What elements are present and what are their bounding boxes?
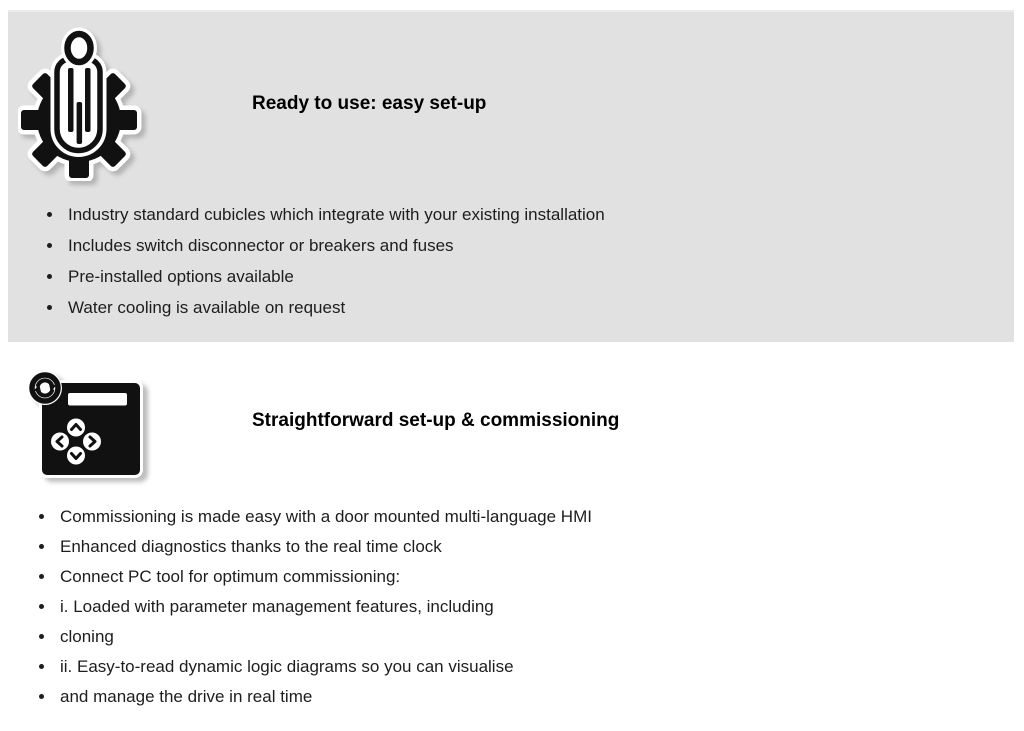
- sub-item-line: cloning: [38, 622, 592, 652]
- bullet-item: Enhanced diagnostics thanks to the real time clock: [38, 532, 592, 562]
- section-setup-commissioning: [0, 340, 1024, 731]
- section-heading-setup: Straightforward set-up & commissioning: [252, 410, 620, 431]
- sub-item-line: and manage the drive in real time: [38, 682, 592, 712]
- bullet-item: Pre-installed options available: [46, 261, 605, 292]
- section-heading-ready: Ready to use: easy set-up: [252, 93, 487, 114]
- ready-bullet-list: [46, 199, 605, 323]
- bullet-item: Includes switch disconnector or breakers and fuses: [46, 230, 605, 261]
- person-in-gear-icon: [18, 16, 158, 181]
- sub-item-line: ii. Easy-to-read dynamic logic diagrams so you can visualise: [38, 652, 592, 682]
- bullet-item: Water cooling is available on request: [46, 292, 605, 323]
- sub-item-line: i. Loaded with parameter management features, including: [38, 592, 592, 622]
- section-ready-to-use: [8, 10, 1014, 342]
- setup-bullet-list: [38, 502, 592, 712]
- bullet-item: Connect PC tool for optimum commissioning:: [38, 562, 592, 592]
- bullet-item: Commissioning is made easy with a door mounted multi-language HMI: [38, 502, 592, 532]
- bullet-item: Industry standard cubicles which integrate with your existing installation: [46, 199, 605, 230]
- hmi-keypad-sync-icon: [14, 354, 154, 479]
